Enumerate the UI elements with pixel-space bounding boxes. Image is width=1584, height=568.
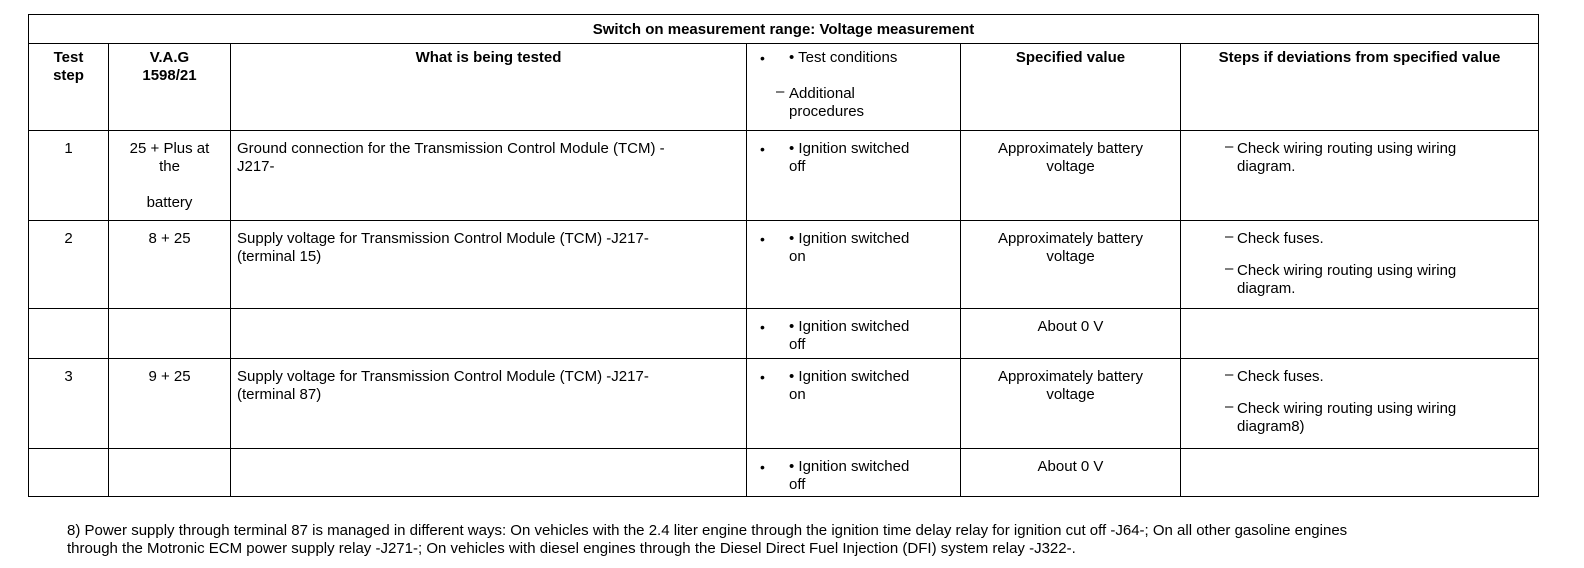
voltage-measurement-table	[28, 14, 1539, 497]
table-title: Switch on measurement range: Voltage measurement	[29, 15, 1539, 44]
condition-cell: • • Ignition switched on	[747, 221, 961, 309]
bullet-icon: •	[760, 50, 765, 66]
step-cell: 2	[29, 221, 109, 309]
bullet-icon: •	[760, 369, 765, 385]
step-cell	[29, 309, 109, 359]
condition-cell: • • Ignition switched off	[747, 449, 961, 497]
condition-cell: • • Ignition switched off	[747, 309, 961, 359]
condition-cell: • • Ignition switched on	[747, 359, 961, 449]
header-specified-value: Specified value	[961, 44, 1181, 131]
dash-icon: –	[1225, 366, 1234, 383]
table-row	[29, 449, 1539, 497]
steps-cell	[1181, 449, 1539, 497]
vag-cell	[109, 309, 231, 359]
vag-cell: 9 + 25	[109, 359, 231, 449]
bullet-icon: •	[760, 141, 765, 157]
specified-cell: About 0 V	[961, 449, 1181, 497]
what-cell: Supply voltage for Transmission Control Module (TCM) -J217- (terminal 87)	[231, 359, 747, 449]
what-cell: Ground connection for the Transmission Control Module (TCM) - J217-	[231, 131, 747, 221]
steps-cell: – Check wiring routing using wiring diagram.	[1181, 131, 1539, 221]
steps-cell: – Check fuses. – Check wiring routing using wiring diagram8)	[1181, 359, 1539, 449]
header-what-tested: What is being tested	[231, 44, 747, 131]
header-steps-deviation: Steps if deviations from specified value	[1181, 44, 1539, 131]
header-test-conditions: • • Test conditions – Additional procedures	[747, 44, 961, 131]
bullet-icon: •	[760, 231, 765, 247]
step-cell	[29, 449, 109, 497]
vag-cell: 25 + Plus at the battery	[109, 131, 231, 221]
what-cell: Supply voltage for Transmission Control Module (TCM) -J217- (terminal 15)	[231, 221, 747, 309]
dash-icon: –	[776, 83, 785, 100]
dash-icon: –	[1225, 228, 1234, 245]
steps-cell	[1181, 309, 1539, 359]
step-cell: 1	[29, 131, 109, 221]
vag-cell	[109, 449, 231, 497]
header-row	[29, 44, 1539, 131]
dash-icon: –	[1225, 260, 1234, 277]
table-row	[29, 131, 1539, 221]
bullet-icon: •	[760, 319, 765, 335]
dash-icon: –	[1225, 398, 1234, 415]
specified-cell: Approximately battery voltage	[961, 359, 1181, 449]
specified-cell: Approximately battery voltage	[961, 221, 1181, 309]
table-row	[29, 221, 1539, 309]
vag-cell: 8 + 25	[109, 221, 231, 309]
dash-icon: –	[1225, 138, 1234, 155]
specified-cell: Approximately battery voltage	[961, 131, 1181, 221]
condition-cell: • • Ignition switched off	[747, 131, 961, 221]
step-cell: 3	[29, 359, 109, 449]
footnote-line: through the Motronic ECM power supply relay -J271-; On vehicles with diesel engines through the Diesel Direct Fuel Injection (DFI) system relay -J322-.	[67, 540, 1076, 557]
steps-cell: – Check fuses. – Check wiring routing using wiring diagram.	[1181, 221, 1539, 309]
what-cell	[231, 449, 747, 497]
specified-cell: About 0 V	[961, 309, 1181, 359]
table-row	[29, 359, 1539, 449]
header-test-step: Test step	[29, 44, 109, 131]
bullet-icon: •	[760, 459, 765, 475]
table-row	[29, 309, 1539, 359]
header-vag: V.A.G 1598/21	[109, 44, 231, 131]
what-cell	[231, 309, 747, 359]
footnote-line: 8) Power supply through terminal 87 is managed in different ways: On vehicles with the 2.4 liter engine through the ignition time delay relay for ignition cut off -J64-; On all other gasoline engines	[67, 522, 1348, 539]
footnote	[67, 522, 1547, 558]
